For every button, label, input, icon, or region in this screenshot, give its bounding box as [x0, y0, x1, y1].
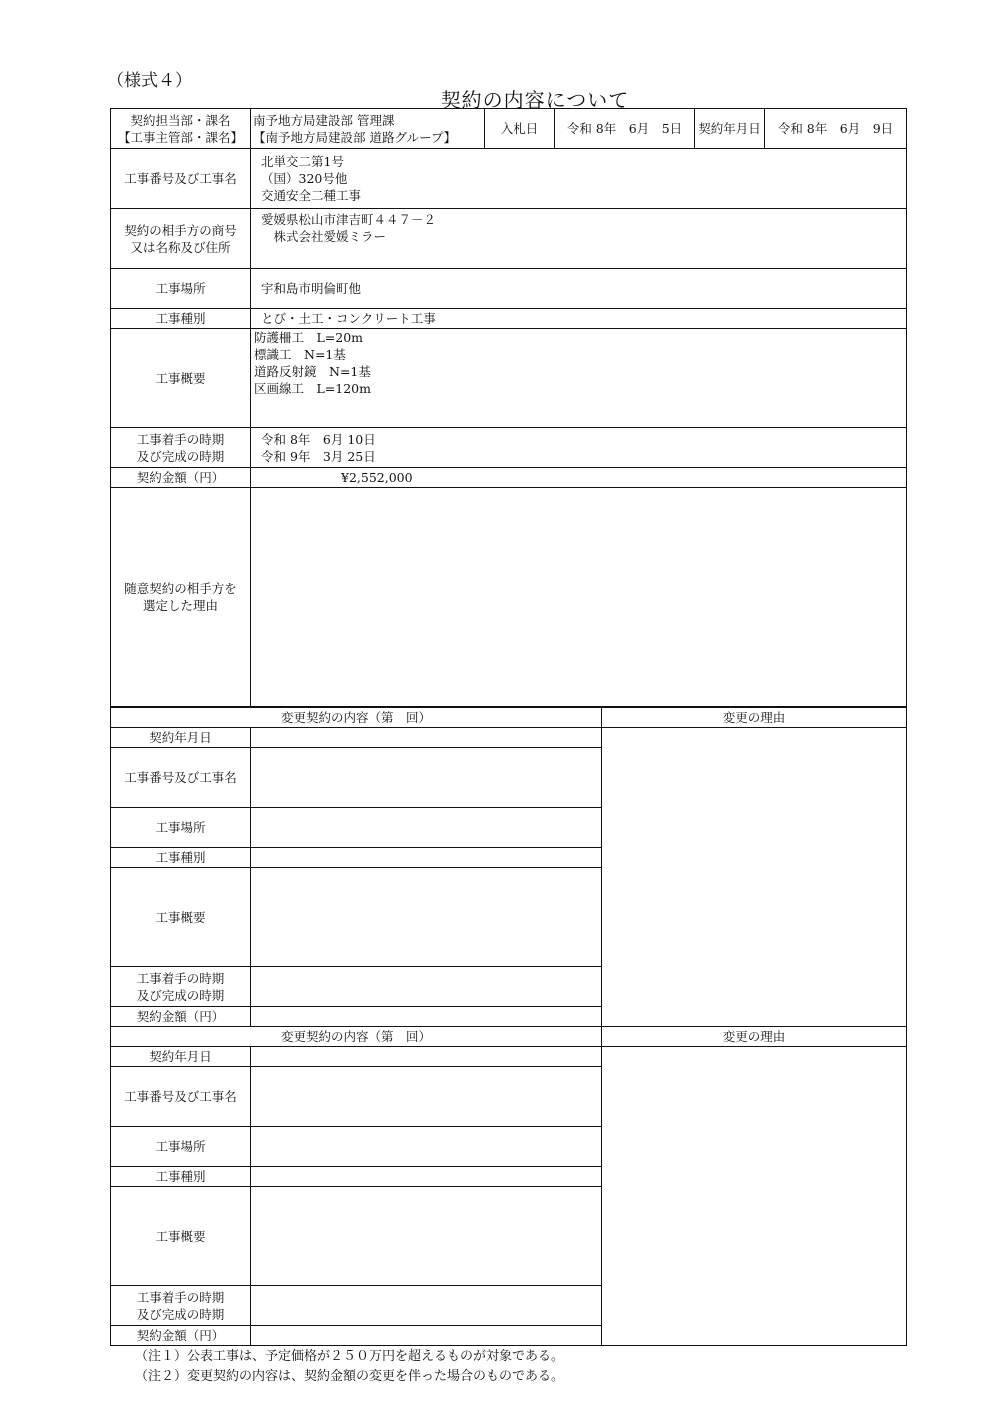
- change-heading: 変更契約の内容（第 回）: [111, 1027, 602, 1047]
- change-period-label: 工事着手の時期 及び完成の時期: [111, 967, 251, 1007]
- change-amount-value: [251, 1007, 602, 1027]
- change-location-label: 工事場所: [111, 1127, 251, 1167]
- period-value: 令和 8年 6月 10日 令和 9年 3月 25日: [251, 428, 907, 468]
- change-summary-value: [251, 868, 602, 967]
- change-reason-value: [602, 1047, 907, 1346]
- change-amount-label: 契約金額（円）: [111, 1326, 251, 1346]
- amount-label: 契約金額（円）: [111, 468, 251, 488]
- change-summary-value: [251, 1187, 602, 1286]
- change-section-1: [110, 707, 907, 1027]
- change-type-label: 工事種別: [111, 1167, 251, 1187]
- change-section-2: [110, 1026, 907, 1346]
- change-work-number-label: 工事番号及び工事名: [111, 1067, 251, 1127]
- reason-value: [251, 488, 907, 707]
- bid-date-label: 入札日: [485, 109, 555, 149]
- contract-table: [110, 108, 907, 707]
- change-period-value: [251, 1286, 602, 1326]
- notes: [135, 1347, 564, 1387]
- contract-date-label: 契約年月日: [695, 109, 765, 149]
- type-value: とび・土工・コンクリート工事: [251, 309, 907, 329]
- change-amount-label: 契約金額（円）: [111, 1007, 251, 1027]
- bid-date-value: 令和 8年 6月 5日: [555, 109, 695, 149]
- change-amount-value: [251, 1326, 602, 1346]
- dept-value: 南予地方局建設部 管理課 【南予地方局建設部 道路グループ】: [251, 109, 485, 149]
- change-period-value: [251, 967, 602, 1007]
- change-location-label: 工事場所: [111, 808, 251, 848]
- change-work-number-value: [251, 748, 602, 808]
- amount-value: ¥2,552,000: [251, 468, 907, 488]
- period-label: 工事着手の時期 及び完成の時期: [111, 428, 251, 468]
- work-number-label: 工事番号及び工事名: [111, 149, 251, 209]
- change-reason-heading: 変更の理由: [602, 1027, 907, 1047]
- change-summary-label: 工事概要: [111, 1187, 251, 1286]
- change-type-value: [251, 848, 602, 868]
- change-location-value: [251, 1127, 602, 1167]
- location-label: 工事場所: [111, 269, 251, 309]
- change-location-value: [251, 808, 602, 848]
- change-heading: 変更契約の内容（第 回）: [111, 708, 602, 728]
- summary-label: 工事概要: [111, 329, 251, 428]
- change-contract-date-value: [251, 1047, 602, 1067]
- change-period-label: 工事着手の時期 及び完成の時期: [111, 1286, 251, 1326]
- change-type-label: 工事種別: [111, 848, 251, 868]
- change-work-number-label: 工事番号及び工事名: [111, 748, 251, 808]
- form-id: （様式４）: [107, 71, 192, 91]
- contractor-label: 契約の相手方の商号 又は名称及び住所: [111, 209, 251, 269]
- work-number-value: 北単交二第1号 （国）320号他 交通安全二種工事: [251, 149, 907, 209]
- change-contract-date-label: 契約年月日: [111, 1047, 251, 1067]
- change-reason-value: [602, 728, 907, 1027]
- summary-value: 防護柵工 L=20m 標識工 N=1基 道路反射鏡 N=1基 区画線工 L=120m: [251, 329, 907, 428]
- type-label: 工事種別: [111, 309, 251, 329]
- change-summary-label: 工事概要: [111, 868, 251, 967]
- contractor-value: 愛媛県松山市津吉町４４７－２ 株式会社愛媛ミラー: [251, 209, 907, 269]
- page-title: 契約の内容について: [440, 88, 630, 112]
- change-reason-heading: 変更の理由: [602, 708, 907, 728]
- note-2: （注２）変更契約の内容は、契約金額の変更を伴った場合のものである。: [135, 1369, 565, 1384]
- change-type-value: [251, 1167, 602, 1187]
- change-contract-date-label: 契約年月日: [111, 728, 251, 748]
- change-work-number-value: [251, 1067, 602, 1127]
- reason-label: 随意契約の相手方を 選定した理由: [111, 488, 251, 707]
- contract-date-value: 令和 8年 6月 9日: [765, 109, 907, 149]
- change-contract-date-value: [251, 728, 602, 748]
- note-1: （注１）公表工事は、予定価格が２５０万円を超えるものが対象である。: [135, 1349, 565, 1364]
- location-value: 宇和島市明倫町他: [251, 269, 907, 309]
- dept-label: 契約担当部・課名 【工事主管部・課名】: [111, 109, 251, 149]
